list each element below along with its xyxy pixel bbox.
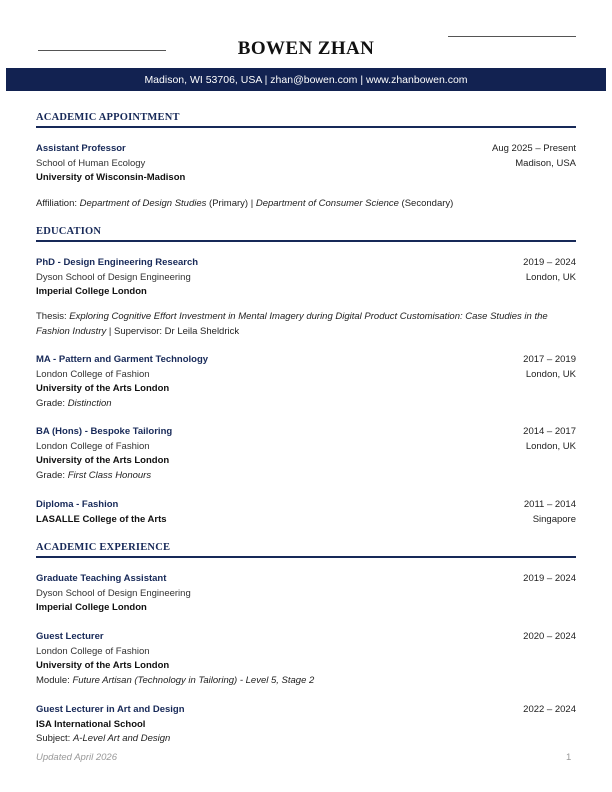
entry-school: London College of Fashion [36, 368, 150, 380]
thesis-supervisor: | Supervisor: Dr Leila Sheldrick [106, 326, 240, 337]
section-rule-experience [36, 556, 576, 558]
education-ma [36, 353, 576, 411]
entry-title: Guest Lecturer [36, 631, 104, 642]
thesis-label: Thesis: [36, 311, 70, 322]
page-number: 1 [566, 752, 572, 763]
section-heading-experience: ACADEMIC EXPERIENCE [36, 542, 171, 553]
entry-title: Graduate Teaching Assistant [36, 573, 167, 584]
entry-dates: 2011 – 2014 [523, 499, 576, 510]
entry-institution: LASALLE College of the Arts [36, 513, 167, 525]
entry-school: Dyson School of Design Engineering [36, 271, 191, 283]
entry-school: School of Human Ecology [36, 157, 146, 169]
candidate-name: BOWEN ZHAN [237, 38, 375, 59]
entry-institution: University of the Arts London [36, 660, 170, 672]
thesis-title-line1: Exploring Cognitive Effort Investment in Mental Imagery during Digital Product Customisation: Case Studies in the [69, 311, 548, 322]
module-label: Module: [36, 674, 73, 686]
entry-location: London, UK [525, 440, 576, 452]
entry-institution: Imperial College London [36, 286, 147, 298]
contact-info: Madison, WI 53706, USA | zhan@bowen.com | www.zhanbowen.com [144, 73, 468, 86]
entry-title: Assistant Professor [36, 143, 126, 154]
education-ba [36, 425, 576, 483]
thesis-paragraph [36, 309, 576, 339]
subject-value: A-Level Art and Design [72, 733, 171, 745]
affiliation-primary-tag: (Primary) | [206, 198, 256, 209]
entry-institution: ISA International School [36, 718, 146, 730]
education-diploma [36, 498, 576, 527]
entry-title: Guest Lecturer in Art and Design [36, 704, 185, 715]
experience-guest-lecturer [36, 630, 576, 688]
education-phd [36, 256, 576, 300]
grade-label: Grade: [36, 469, 68, 481]
footer-updated: Updated April 2026 [36, 752, 117, 763]
section-heading-appointment: ACADEMIC APPOINTMENT [36, 112, 180, 123]
entry-location: London, UK [525, 271, 576, 283]
experience-gta [36, 572, 576, 616]
contact-bar [6, 68, 606, 91]
experience-art-lecturer [36, 703, 576, 747]
subject-label: Subject: [36, 733, 73, 745]
entry-dates: 2019 – 2024 [523, 573, 576, 584]
entry-dates: 2017 – 2019 [523, 354, 576, 365]
affiliation-line [36, 196, 576, 211]
entry-dates: Aug 2025 – Present [492, 143, 576, 154]
entry-dates: 2022 – 2024 [523, 704, 576, 715]
entry-institution: Imperial College London [36, 602, 147, 614]
entry-dates: 2014 – 2017 [523, 426, 576, 437]
appointment-entry [36, 142, 576, 186]
entry-school: Dyson School of Design Engineering [36, 587, 191, 599]
entry-dates: 2019 – 2024 [523, 257, 576, 268]
entry-school: London College of Fashion [36, 645, 150, 657]
section-rule-education [36, 240, 576, 242]
entry-location: London, UK [525, 368, 576, 380]
grade-value: Distinction [67, 397, 112, 409]
entry-title: BA (Hons) - Bespoke Tailoring [36, 426, 173, 437]
entry-title: PhD - Design Engineering Research [36, 257, 199, 268]
name-rule-right [448, 36, 576, 37]
entry-institution: University of the Arts London [36, 455, 170, 467]
entry-title: MA - Pattern and Garment Technology [36, 354, 209, 365]
entry-location: Madison, USA [515, 157, 576, 169]
entry-institution: University of the Arts London [36, 383, 170, 395]
grade-value: First Class Honours [67, 469, 152, 481]
entry-title: Diploma - Fashion [36, 499, 119, 510]
thesis-title-line2: Fashion Industry [36, 326, 107, 337]
affiliation-secondary-tag: (Secondary) [398, 198, 454, 209]
entry-school: London College of Fashion [36, 440, 150, 452]
entry-location: Singapore [532, 513, 576, 525]
section-rule-appointment [36, 126, 576, 128]
section-heading-education: EDUCATION [36, 226, 102, 237]
affiliation-secondary: Department of Consumer Science [255, 198, 399, 209]
entry-dates: 2020 – 2024 [523, 631, 576, 642]
grade-label: Grade: [36, 397, 68, 409]
name-header [0, 36, 612, 66]
affiliation-primary: Department of Design Studies [79, 198, 207, 209]
affiliation-label: Affiliation: [36, 198, 80, 209]
entry-institution: University of Wisconsin-Madison [36, 172, 186, 184]
module-value: Future Artisan (Technology in Tailoring) - Level 5, Stage 2 [72, 674, 315, 686]
